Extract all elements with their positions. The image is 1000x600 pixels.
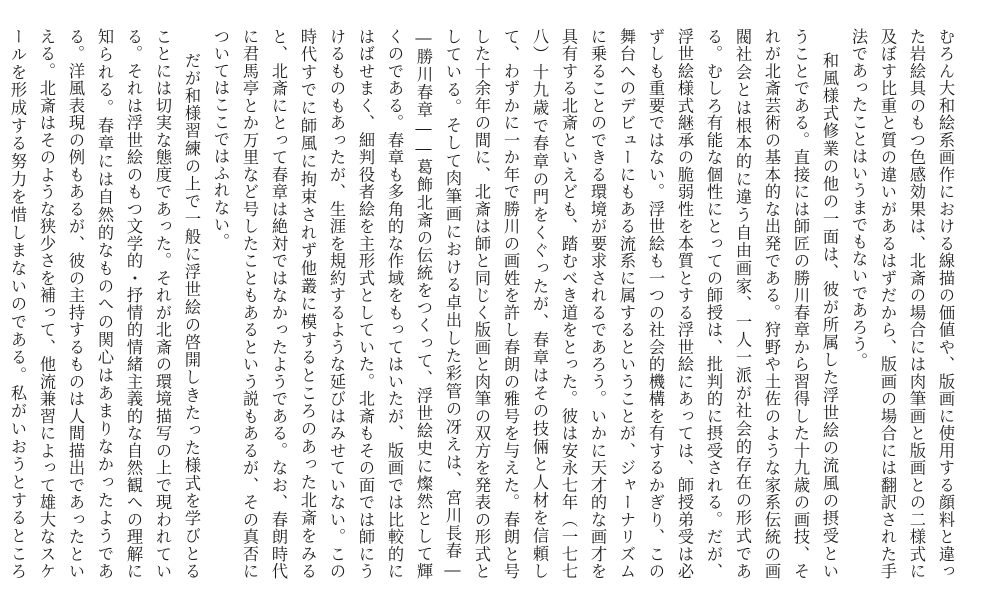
vertical-text-block (8, 28, 960, 580)
paragraph-3: だが和様習練の上で一般に浮世絵の啓開しきたった様式を学びとることには切実な態度であった。それが北斎の環境描写の上で現われている。それは浮世絵のもつ文学的・抒情的情緒主義的な自然観への理解に知られる。春章には自然的なものへの関心はあまりなかったようである。洋風表現の例もあるが、彼の主持するものは人間描出であったといえる。北斎はそのような狭少さを補って、他流兼習によって雄大なスケールを形成する努力を惜しまないのである。私がいおうとするところ (8, 28, 201, 580)
paragraph-2: 和風様式修業の他の一面は、彼が所属した浮世絵の流風の摂受ということである。直接には師匠の勝川春章から習得した十九歳の画技、それが北斎芸術の基本的な出発である。狩野や土佐のような家系伝統の画閥社会とは根本的に違う自由画家、一人一派が社会的存在の形式である。むしろ有能な個性にとっての師授は、批判的に摂受される。だが、浮世絵様式継承の脆弱性を本質とする浮世絵にあっては、師授弟受は必ずしも重要ではない。浮世絵も一つの社会的機構を有するかぎり、この舞台へのデビューにもある流系に属するということが、ジャーナリズムに乗ることのできる環境が要求されるであろう。いかに天才的な画才を具有する北斎といえども、踏むべき道をとった。彼は安永七年（一七七八）十九歳で春章の門をくぐったが、春章はその技倆と人材を信頼して、わずかに一か年で勝川の画姓を許し春朗の雅号を与えた。春朗と号した十余年の間に、北斎は師と同じく版画と肉筆の双方を発表の形式としている。そして肉筆画における卓出した彩管の冴えは、宮川長春――勝川春章――葛飾北斎の伝統をつくって、浮世絵史に燦然として輝くのである。春章も多角的な作域をもってはいたが、版画では比較的にはばせまく、細判役者絵を主形式としていた。北斎もその面では師にうけるものもあったが、生涯を規約するような延びはみせていない。この時代すでに師風に拘束されず他叢に模するところのあった北斎をみると、北斎にとって春章は絶対ではなかったようである。なお、春朗時代に君馬亭とか万里など号したこともあるという説もあるが、その真否についてはここではふれない。 (211, 28, 839, 580)
paragraph-1: むろん大和絵系画作における線描の価値や、版画に使用する顔料と違った岩絵具のもつ色感効果は、北斎の場合には肉筆画と版画との二様式に及ぼす比重と質の違いがあるはずだから、版画の場合には翻訳された手法であったことはいうまでもないであろう。 (849, 28, 955, 580)
